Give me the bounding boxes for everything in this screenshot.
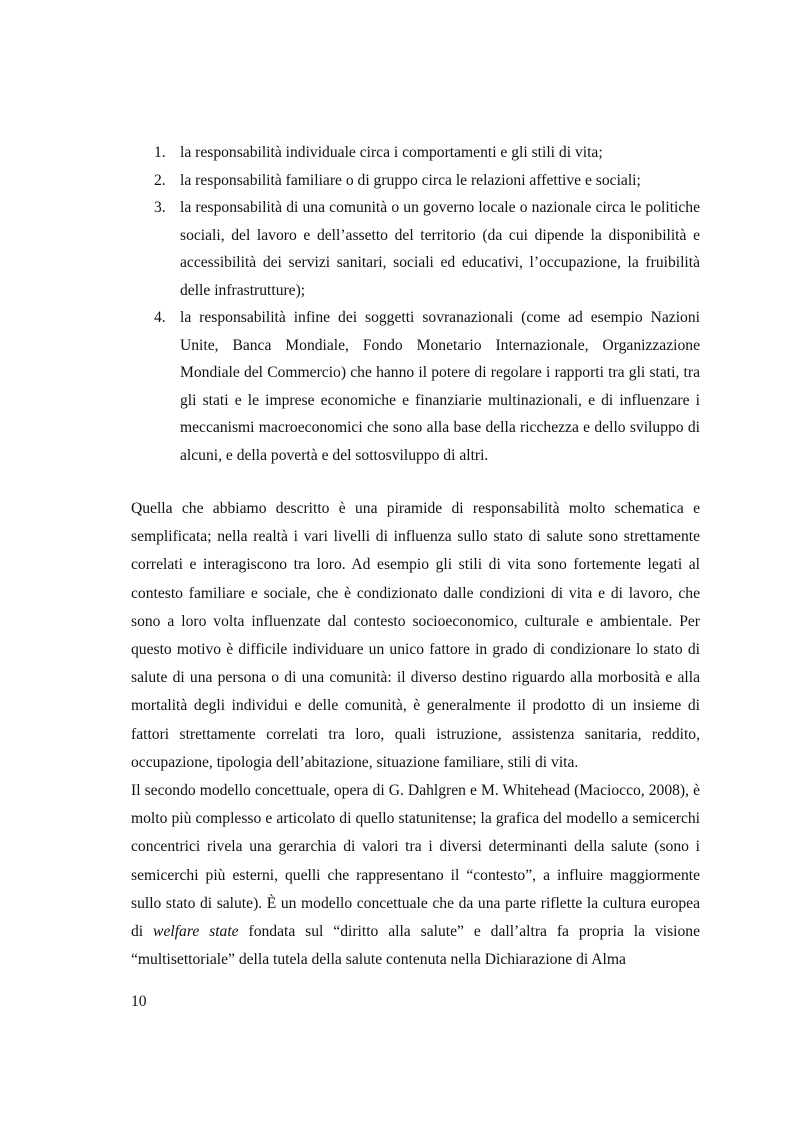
list-item-text: la responsabilità di una comunità o un governo locale o nazionale circa le politiche sociali, del lavoro e dell’assetto del territorio (da cui dipende la disponibilità e accessibilità dei servizi sanitari, sociali ed educativi, l’occupazione, la fruibilità delle infrastrutture); — [180, 199, 700, 299]
body-text — [131, 495, 700, 974]
list-item-number: 3. — [154, 199, 166, 216]
list-item-text: la responsabilità infine dei soggetti sovranazionali (come ad esempio Nazioni Unite, Banca Mondiale, Fondo Monetario Internazionale, Organizzazione Mondiale del Commercio) che hanno il potere di regolare i rapporti tra gli stati, tra gli stati e le imprese economiche e finanziarie multinazionali, e di influenzare i meccanismi macroeconomici che sono alla base della ricchezza e dello sviluppo di alcuni, e della povertà e del sottosviluppo di altri. — [180, 309, 700, 464]
paragraph-text: fondata sul “diritto alla salute” e dall’altra fa propria la visione “multisettoriale” della tutela della salute contenuta nella Dichiarazione di Alma — [131, 923, 701, 969]
list-item — [150, 167, 700, 195]
list-item-text: la responsabilità individuale circa i comportamenti e gli stili di vita; — [180, 144, 603, 161]
list-item — [150, 139, 700, 167]
paragraph-responsibility-pyramid: Quella che abbiamo descritto è una piramide di responsabilità molto schematica e semplificata; nella realtà i vari livelli di influenza sullo stato di salute sono strettamente correlati e interagiscono tra loro. Ad esempio gli stili di vita sono fortemente legati al contesto familiare e sociale, che è condizionato dalle condizioni di vita e di lavoro, che sono a loro volta influenzate dal contesto socioeconomico, culturale e ambientale. Per questo motivo è difficile individuare un unico fattore in grado di condizionare lo stato di salute di una persona o di una comunità: il diverso destino riguardo alla morbosità e alla mortalità degli individui e delle comunità, è generalmente il prodotto di un insieme di fattori strettamente correlati tra loro, quali istruzione, assistenza sanitaria, reddito, occupazione, tipologia dell’abitazione, situazione familiare, stili di vita. — [131, 500, 700, 771]
page-number: 10 — [131, 993, 147, 1010]
italic-term: welfare state — [153, 923, 239, 941]
list-item — [150, 194, 700, 304]
list-item-text: la responsabilità familiare o di gruppo circa le relazioni affettive e sociali; — [180, 171, 641, 189]
paragraph-dahlgren-whitehead-model — [131, 777, 700, 974]
paragraph-text: Il secondo modello concettuale, opera di G. Dahlgren e M. Whitehead (Maciocco, 2008), è molto più complesso e articolato di quello statunitense; la grafica del modello a semicerchi concentrici rivela una gerarchia di valori tra i diversi determinanti della salute (sono i semicerchi più esterni, quelli che rappresentano il “contesto”, a influire maggiormente sullo stato di salute). È un modello concettuale che da una parte riflette la cultura europea di — [131, 782, 700, 941]
responsibility-list — [150, 139, 700, 469]
list-item — [150, 304, 700, 469]
list-item-number: 2. — [154, 171, 166, 189]
list-item-number: 4. — [154, 309, 166, 326]
list-item-number: 1. — [154, 144, 166, 161]
